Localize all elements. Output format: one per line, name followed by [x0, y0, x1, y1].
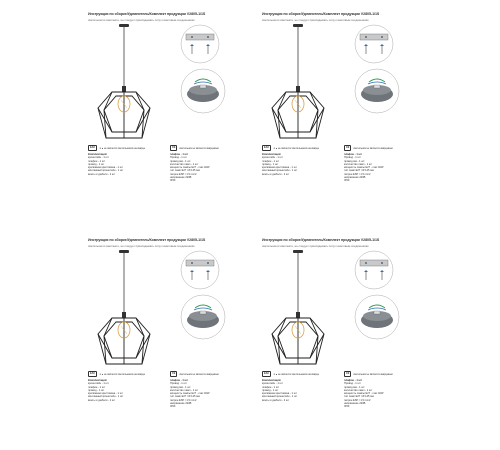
footer-right: [344, 145, 422, 183]
list-item: Провод - 1 шт: [170, 382, 187, 386]
footer-right: [170, 371, 248, 409]
list-item: патрон ESP / 1.5 mm2: [344, 172, 371, 176]
list-item: мощность лампы E27 - max 40W: [344, 166, 384, 170]
footer-left: [262, 371, 340, 402]
list-item: винты и дюбели - 2 шт: [88, 172, 116, 176]
safety-note: светильник не является кварцевым: [353, 372, 393, 376]
list-item: плафон - 1 шт: [344, 379, 362, 382]
specs-list: [344, 379, 422, 409]
certification-row: [88, 145, 166, 151]
list-item: провод мм - 1 шт: [344, 159, 365, 163]
list-item: винты и дюбели - 2 шт: [262, 398, 290, 402]
list-item: Комплектация:: [262, 153, 282, 156]
sheet-subtitle: светильник в комплекте, не следует прикладывать силу к винтовым соединениям: [88, 244, 195, 248]
mounting-bracket-detail: [180, 24, 220, 64]
list-item: провод - 1 шт: [262, 162, 279, 166]
list-item: Провод - 1 шт: [170, 156, 187, 160]
footer-left: [88, 145, 166, 176]
list-item: IP20: [170, 179, 176, 183]
list-item: плафон - 1 шт: [88, 385, 106, 389]
list-item: монтажный кронштейн - 1 шт: [262, 169, 298, 173]
bracket-bar: [186, 34, 214, 40]
list-item: кронштейн - 1 шт: [262, 156, 283, 160]
list-item: тип ламп E27 / Ø 125 мм: [170, 395, 200, 399]
list-item: плафон - 1 шт: [344, 153, 362, 156]
list-item: крепёжная крестовина - 1 шт: [88, 392, 123, 396]
specs-list: [344, 153, 422, 183]
instruction-sheet: [88, 12, 248, 217]
list-item: количество ламп - 1 шт: [170, 388, 199, 392]
ceiling-canopy: [293, 24, 303, 27]
list-item: количество ламп - 1 шт: [344, 162, 373, 166]
safety-note: светильник не является кварцевым: [179, 146, 219, 150]
list-item: плафон - 1 шт: [262, 385, 280, 389]
list-item: патрон ESP / 1.5 mm2: [344, 398, 371, 402]
pendant-lamp-illustration: [88, 250, 178, 368]
list-item: кронштейн - 1 шт: [88, 156, 109, 160]
contents-list: [88, 153, 166, 176]
terminal-block: [374, 311, 380, 314]
instruction-sheet: [262, 12, 422, 217]
ceiling-canopy: [119, 24, 129, 27]
list-item: монтажный кронштейн - 1 шт: [88, 395, 124, 399]
list-item: крепёжная крестовина - 1 шт: [88, 166, 123, 170]
eac-mark: EAC: [90, 372, 96, 376]
list-item: Комплектация:: [88, 153, 108, 156]
mounting-bracket-detail: [180, 250, 220, 290]
certification-row: [344, 371, 422, 377]
cage-shade: [272, 318, 324, 364]
list-item: провод - 1 шт: [88, 388, 105, 392]
safety-note: ☀ ● не является светильником на кварце: [273, 146, 320, 150]
ce-mark: CE: [172, 372, 176, 376]
sheet-title: Инструкция по сборке/Удлинитель/Комплект продукции V2805-1/1S: [262, 12, 380, 16]
bracket-bar: [186, 260, 214, 266]
cage-shade: [98, 92, 150, 138]
list-item: плафон - 1 шт: [170, 153, 188, 156]
list-item: винты и дюбели - 2 шт: [88, 398, 116, 402]
list-item: плафон - 1 шт: [262, 159, 280, 163]
eac-mark: EAC: [90, 146, 96, 150]
list-item: Провод - 1 шт: [344, 382, 361, 386]
canopy-assembly-detail: [180, 68, 226, 114]
list-item: напряжение 220В: [344, 176, 366, 180]
terminal-block: [200, 311, 206, 314]
list-item: плафон - 1 шт: [170, 379, 188, 382]
list-item: напряжение 220В: [170, 176, 192, 180]
certification-row: [344, 145, 422, 151]
safety-note: светильник не является кварцевым: [179, 372, 219, 376]
safety-note: ☀ ● не является светильником на кварце: [99, 146, 146, 150]
list-item: кронштейн - 1 шт: [88, 382, 109, 386]
sheet-footer: [88, 145, 248, 205]
certification-row: [170, 371, 248, 377]
lamp-socket: [122, 86, 126, 92]
sheet-title: Инструкция по сборке/Удлинитель/Комплект продукции V2805-1/1S: [262, 238, 380, 242]
safety-note: ☀ ● не является светильником на кварце: [99, 372, 146, 376]
footer-left: [88, 371, 166, 402]
terminal-block: [200, 85, 206, 88]
list-item: тип ламп E27 / Ø 125 мм: [170, 169, 200, 173]
certification-row: [262, 145, 340, 151]
ceiling-canopy: [119, 250, 129, 253]
ce-mark: CE: [346, 372, 350, 376]
list-item: мощность лампы E27 - max 40W: [170, 392, 210, 396]
list-item: IP20: [170, 405, 176, 409]
canopy-assembly-detail: [354, 68, 400, 114]
bracket-bar: [360, 34, 388, 40]
list-item: плафон - 1 шт: [88, 159, 106, 163]
list-item: IP20: [344, 405, 350, 409]
eac-mark: EAC: [264, 372, 270, 376]
list-item: Комплектация:: [88, 379, 108, 382]
canopy-assembly-detail: [180, 294, 226, 340]
list-item: напряжение 220В: [170, 402, 192, 406]
contents-list: [88, 379, 166, 402]
list-item: монтажный кронштейн - 1 шт: [88, 169, 124, 173]
list-item: мощность лампы E27 - max 40W: [170, 166, 210, 170]
list-item: Провод - 1 шт: [344, 156, 361, 160]
sheet-subtitle: светильник в комплекте, не следует прикладывать силу к винтовым соединениям: [262, 244, 369, 248]
list-item: количество ламп - 1 шт: [344, 388, 373, 392]
bracket-bar: [360, 260, 388, 266]
contents-list: [262, 379, 340, 402]
list-item: патрон ESP / 1.5 mm2: [170, 398, 197, 402]
footer-right: [344, 371, 422, 409]
lamp-socket: [296, 312, 300, 318]
certification-row: [262, 371, 340, 377]
footer-left: [262, 145, 340, 176]
list-item: винты и дюбели - 2 шт: [262, 172, 290, 176]
list-item: количество ламп - 1 шт: [170, 162, 199, 166]
sheet-title: Инструкция по сборке/Удлинитель/Комплект продукции V2805-1/1S: [88, 238, 206, 242]
list-item: крепёжная крестовина - 1 шт: [262, 166, 297, 170]
terminal-block: [374, 85, 380, 88]
specs-list: [170, 153, 248, 183]
certification-row: [170, 145, 248, 151]
contents-list: [262, 153, 340, 176]
footer-right: [170, 145, 248, 183]
instruction-sheet: [262, 238, 422, 443]
lamp-socket: [122, 312, 126, 318]
list-item: IP20: [344, 179, 350, 183]
list-item: провод мм - 1 шт: [170, 159, 191, 163]
list-item: напряжение 220В: [344, 402, 366, 406]
ceiling-canopy: [293, 250, 303, 253]
sheet-subtitle: светильник в комплекте, не следует прикладывать силу к винтовым соединениям: [262, 18, 369, 22]
canopy-assembly-detail: [354, 294, 400, 340]
sheet-subtitle: светильник в комплекте, не следует прикладывать силу к винтовым соединениям: [88, 18, 195, 22]
sheet-footer: [88, 371, 248, 431]
cage-shade: [272, 92, 324, 138]
mounting-bracket-detail: [354, 250, 394, 290]
sheet-footer: [262, 145, 422, 205]
list-item: мощность лампы E27 - max 40W: [344, 392, 384, 396]
list-item: провод мм - 1 шт: [344, 385, 365, 389]
mounting-bracket-detail: [354, 24, 394, 64]
list-item: патрон ESP / 1.5 mm2: [170, 172, 197, 176]
list-item: монтажный кронштейн - 1 шт: [262, 395, 298, 399]
list-item: крепёжная крестовина - 1 шт: [262, 392, 297, 396]
pendant-lamp-illustration: [262, 250, 352, 368]
pendant-lamp-illustration: [88, 24, 178, 142]
list-item: кронштейн - 1 шт: [262, 382, 283, 386]
cage-shade: [98, 318, 150, 364]
safety-note: ☀ ● не является светильником на кварце: [273, 372, 320, 376]
list-item: Комплектация:: [262, 379, 282, 382]
sheet-title: Инструкция по сборке/Удлинитель/Комплект продукции V2805-1/1S: [88, 12, 206, 16]
sheet-footer: [262, 371, 422, 431]
certification-row: [88, 371, 166, 377]
ce-mark: CE: [172, 146, 176, 150]
ce-mark: CE: [346, 146, 350, 150]
list-item: тип ламп E27 / Ø 125 мм: [344, 169, 374, 173]
instruction-sheet: [88, 238, 248, 443]
list-item: тип ламп E27 / Ø 125 мм: [344, 395, 374, 399]
pendant-lamp-illustration: [262, 24, 352, 142]
lamp-socket: [296, 86, 300, 92]
specs-list: [170, 379, 248, 409]
list-item: провод - 1 шт: [262, 388, 279, 392]
list-item: провод - 1 шт: [88, 162, 105, 166]
list-item: провод мм - 1 шт: [170, 385, 191, 389]
safety-note: светильник не является кварцевым: [353, 146, 393, 150]
eac-mark: EAC: [264, 146, 270, 150]
